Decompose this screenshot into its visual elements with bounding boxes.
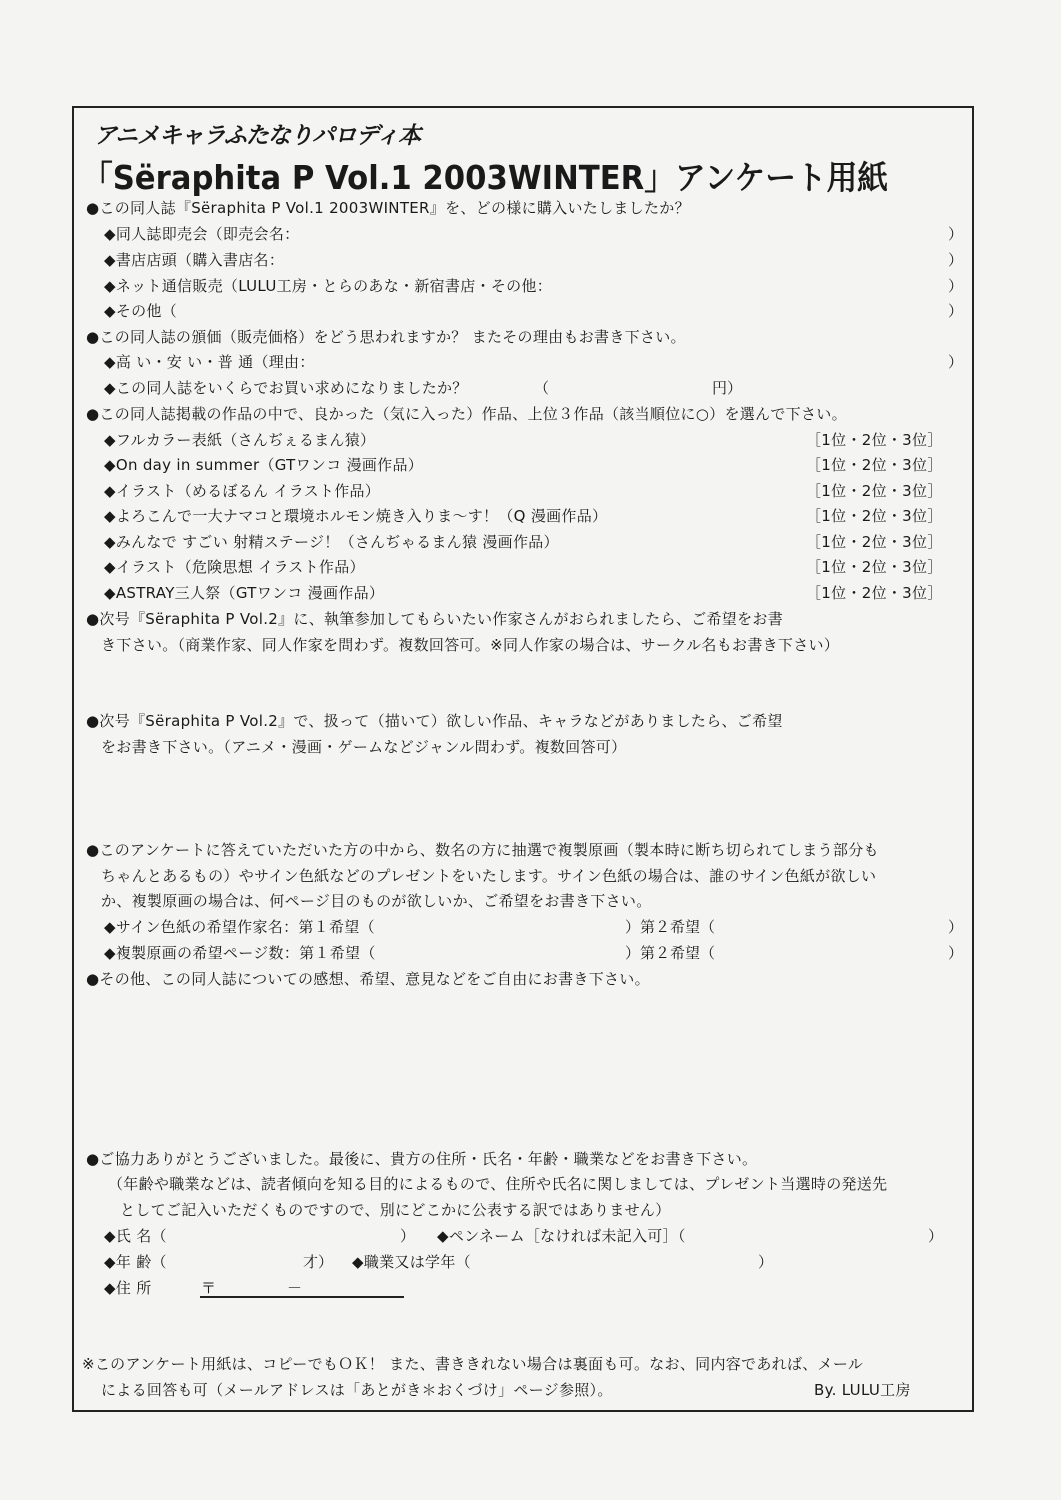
- q1-option-event-close: ）: [948, 225, 964, 243]
- q8-address-label: ◆住 所: [104, 1279, 152, 1297]
- q3-item: ◆みんなで すごい 射精ステージ！（さんぢゃるまん猿 漫画作品）: [104, 533, 559, 551]
- q1-option-online-close: ）: [948, 277, 964, 295]
- q4-question-line2: き下さい。（商業作家、同人作家を問わず。複数回答可。※同人作家の場合は、サークル名もお書き下さい）: [101, 636, 840, 654]
- q8-penname-close: ）: [928, 1227, 944, 1245]
- q5-question-line1: ●次号『Sëraphita P Vol.2』で、扱って（描いて）欲しい作品、キャラなどがありましたら、ご希望: [86, 712, 783, 730]
- q3-item: ◆イラスト（危険思想 イラスト作品）: [104, 558, 365, 576]
- q2-question: ●この同人誌の頒価（販売価格）をどう思われますか？ またその理由もお書き下さい。: [86, 328, 686, 346]
- q3-item: ◆イラスト（めるぼるん イラスト作品）: [104, 482, 381, 500]
- q8-job-label: ◆職業又は学年（: [352, 1253, 471, 1271]
- q3-rank-choice: ［1位・2位・3位］: [806, 431, 943, 449]
- q5-question-line2: をお書き下さい。（アニメ・漫画・ゲームなどジャンル問わず。複数回答可）: [101, 738, 627, 756]
- q6-sign-request: ◆サイン色紙の希望作家名：第１希望（: [104, 918, 375, 936]
- form-title: 「Sëraphita P Vol.1 2003WINTER」アンケート用紙: [82, 158, 888, 197]
- q3-rank-choice: ［1位・2位・3位］: [806, 584, 943, 602]
- q3-item: ◆ASTRAY三人祭（GTワンコ 漫画作品）: [104, 584, 385, 602]
- q8-note-line2: としてご記入いただくものですので、別にどこかに公表する訳ではありません）: [120, 1201, 671, 1219]
- q1-option-online: ◆ネット通信販売（LULU工房・とらのあな・新宿書店・その他：: [104, 277, 553, 295]
- q6-text-line2: ちゃんとあるもの）やサイン色紙などのプレゼントをいたします。サイン色紙の場合は、誰のサイン色紙が欲しい: [101, 867, 877, 885]
- q2-price-opinion-close: ）: [948, 353, 964, 371]
- q3-question: ●この同人誌掲載の作品の中で、良かった（気に入った）作品、上位３作品（該当順位に○）を選んで下さい。: [86, 405, 847, 423]
- q3-item: ◆フルカラー表紙（さんぢぇるまん猿）: [104, 431, 376, 449]
- q3-rank-choice: ［1位・2位・3位］: [806, 456, 943, 474]
- postal-mark: 〒: [201, 1279, 217, 1297]
- q4-question-line1: ●次号『Sëraphita P Vol.2』に、執筆参加してもらいたい作家さんがおられましたら、ご希望をお書: [86, 610, 784, 628]
- q8-note-line1: （年齢や職業などは、読者傾向を知る目的によるもので、住所や氏名に関しましては、プレゼント当選時の発送先: [108, 1175, 888, 1193]
- q3-item: ◆On day in summer（GTワンコ 漫画作品）: [104, 456, 424, 474]
- q7-question: ●その他、この同人誌についての感想、希望、意見などをご自由にお書き下さい。: [86, 970, 650, 988]
- q2-price-opinion: ◆高 い・安 い・普 通（理由：: [104, 353, 315, 371]
- q8-name-label: ◆氏 名（: [104, 1227, 167, 1245]
- q3-rank-choice: ［1位・2位・3位］: [806, 533, 943, 551]
- q8-age-close: 才）: [303, 1253, 334, 1271]
- postal-dash: －: [287, 1279, 303, 1297]
- q2-price-paid-close: 円）: [712, 379, 743, 397]
- q3-rank-choice: ［1位・2位・3位］: [806, 482, 943, 500]
- q6-art-close: ）: [948, 944, 964, 962]
- q1-option-other-close: ）: [948, 302, 964, 320]
- q8-name-close: ）: [400, 1227, 416, 1245]
- q1-option-store: ◆書店店頭（購入書店名：: [104, 251, 285, 269]
- q1-option-store-close: ）: [948, 251, 964, 269]
- q8-penname-label: ◆ペンネーム［なければ未記入可］（: [437, 1227, 686, 1245]
- q2-price-paid-open: （: [534, 379, 550, 397]
- footer-note-line2: による回答も可（メールアドレスは「あとがき＊おくづけ」ページ参照）。: [101, 1381, 613, 1399]
- address-underline: [200, 1296, 404, 1298]
- form-subtitle: アニメキャラふたなりパロディ本: [94, 123, 421, 149]
- q6-art-second: ）第２希望（: [625, 944, 716, 962]
- q1-question: ●この同人誌『Sëraphita P Vol.1 2003WINTER』を、どの様に購入いたしましたか？: [86, 199, 690, 217]
- q6-text-line1: ●このアンケートに答えていただいた方の中から、数名の方に抽選で複製原画（製本時に断ち切られてしまう部分も: [86, 841, 879, 859]
- footer-credit: By. LULU工房: [814, 1381, 911, 1399]
- q8-question: ●ご協力ありがとうございました。最後に、貴方の住所・氏名・年齢・職業などをお書き下さい。: [86, 1150, 758, 1168]
- q6-art-request: ◆複製原画の希望ページ数：第１希望（: [104, 944, 376, 962]
- footer-note-line1: ※このアンケート用紙は、コピーでもＯＫ！ また、書ききれない場合は裏面も可。なお、同内容であれば、メール: [82, 1355, 864, 1373]
- q6-sign-close: ）: [948, 918, 964, 936]
- q6-sign-second: ）第２希望（: [625, 918, 716, 936]
- q1-option-event: ◆同人誌即売会（即売会名：: [104, 225, 300, 243]
- q8-job-close: ）: [758, 1253, 774, 1271]
- q2-price-paid: ◆この同人誌をいくらでお買い求めになりましたか？: [104, 379, 468, 397]
- q8-age-label: ◆年 齢（: [104, 1253, 167, 1271]
- q3-item: ◆よろこんで一大ナマコと環境ホルモン焼き入りま～す！（Q 漫画作品）: [104, 507, 608, 525]
- q1-option-other: ◆その他（: [104, 302, 178, 320]
- q3-rank-choice: ［1位・2位・3位］: [806, 507, 943, 525]
- q3-rank-choice: ［1位・2位・3位］: [806, 558, 943, 576]
- q6-text-line3: か、複製原画の場合は、何ページ目のものが欲しいか、ご希望をお書き下さい。: [101, 892, 652, 910]
